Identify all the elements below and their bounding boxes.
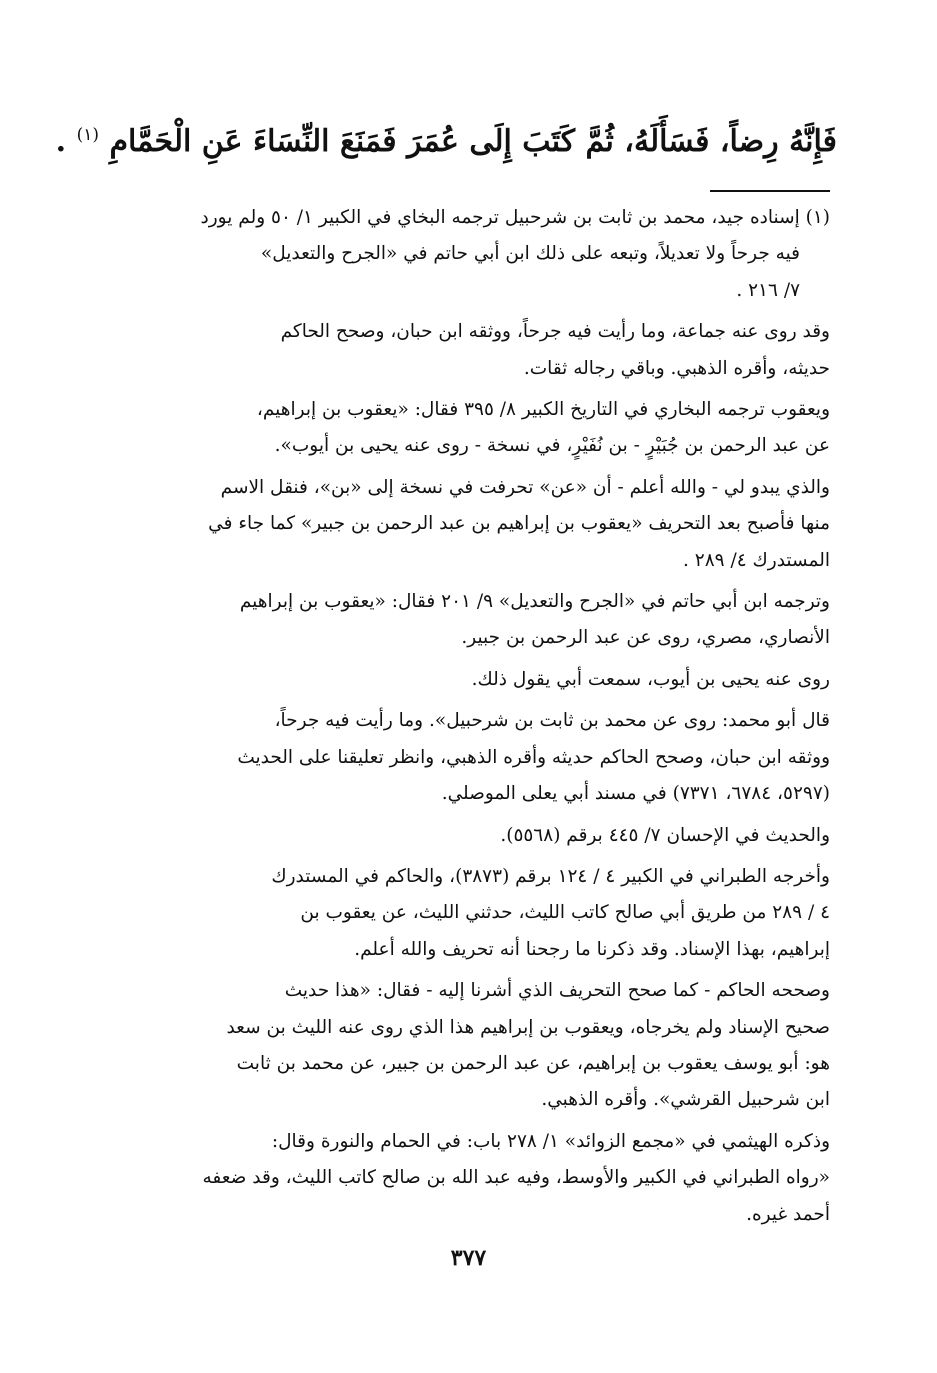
footnote-line: هو: أبو يوسف يعقوب بن إبراهيم، عن عبد الرحمن بن جبير، عن محمد بن ثابت [236,1052,830,1074]
footnote-paragraph [104,703,830,812]
footnote-line: روى عنه يحيى بن أيوب، سمعت أبي يقول ذلك. [471,668,830,690]
footnote-line: وصححه الحاكم - كما صحح التحريف الذي أشرنا إليه - فقال: «هذا حديث [284,980,830,1002]
footnote-line: وترجمه ابن أبي حاتم في «الجرح والتعديل» ٩/ ٢٠١ فقال: «يعقوب بن إبراهيم [239,591,830,613]
footnote-line: (٥٢٩٧، ٦٧٨٤، ٧٣٧١) في مسند أبي يعلى الموصلي. [441,783,830,805]
footnote-line: والذي يبدو لي - والله أعلم - أن «عن» تحرفت في نسخة إلى «بن»، فنقل الاسم [220,476,830,498]
footnote-line: حديثه، وأقره الذهبي. وباقي رجاله ثقات. [523,357,830,379]
footnote-paragraph [104,470,830,579]
footnote-line: «رواه الطبراني في الكبير والأوسط، وفيه عبد الله بن صالح كاتب الليث، وقد ضعفه [202,1167,830,1189]
footnote-line: أحمد غيره. [746,1203,830,1225]
page-number: ٣٧٧ [450,1245,487,1271]
footnote-paragraph [104,859,830,968]
footnote-line: منها فأصبح بعد التحريف «يعقوب بن إبراهيم بن عبد الرحمن بن جبير» كما جاء في [208,513,830,535]
footnote-line: ٧/ ٢١٦ . [736,279,800,301]
footnote-paragraph [104,584,830,657]
footnote-paragraph [104,392,830,465]
footnote-line: فيه جرحاً ولا تعديلاً، وتبعه على ذلك ابن أبي حاتم في «الجرح والتعديل» [260,243,800,265]
footnote-paragraph [104,1124,830,1233]
footnote-paragraph [104,973,830,1119]
footnote-line: ووثقه ابن حبان، وصحح الحاكم حديثه وأقره الذهبي، وانظر تعليقنا على الحديث [237,746,830,768]
footnote-line: قال أبو محمد: روى عن محمد بن ثابت بن شرحبيل». وما رأيت فيه جرحاً، [274,710,830,732]
footnote-line: ٤ / ٢٨٩ من طريق أبي صالح كاتب الليث، حدثني الليث، عن يعقوب بن [300,902,830,924]
footnote-line: (١) إسناده جيد، محمد بن ثابت بن شرحبيل ترجمه البخاي في الكبير ١/ ٥٠ ولم يورد [200,207,830,228]
footnote-paragraph [104,818,830,854]
footnote-line: عن عبد الرحمن بن جُبَيْرٍ - بن نُفَيْرٍ، في نسخة - روى عنه يحيى بن أيوب». [274,435,830,457]
footnote-marker: (١) [76,125,99,145]
footnote-line: ويعقوب ترجمه البخاري في التاريخ الكبير ٨/ ٣٩٥ فقال: «يعقوب بن إبراهيم، [256,399,830,421]
footnote-line: ابن شرحبيل القرشي». وأقره الذهبي. [541,1089,830,1111]
footnote-line: إبراهيم، بهذا الإسناد. وقد ذكرنا ما رجحنا أنه تحريف والله أعلم. [354,938,830,960]
footnote-paragraph [104,200,830,309]
footnote-line: وذكره الهيثمي في «مجمع الزوائد» ١/ ٢٧٨ باب: في الحمام والنورة وقال: [271,1130,830,1152]
footnote-paragraph [104,314,830,387]
footnote-line: وأخرجه الطبراني في الكبير ٤ / ١٢٤ برقم (٣٨٧٣)، والحاكم في المستدرك [271,865,830,887]
main-text-body: فَإِنَّهُ رِضاً، فَسَأَلَهُ، ثُمَّ كَتَبَ إِلَى عُمَرَ فَمَنَعَ النِّسَاءَ عَنِ الْحَمَّامِ [109,124,837,159]
footnote-paragraph [104,662,830,698]
footnote-line: والحديث في الإحسان ٧/ ٤٤٥ برقم (٥٥٦٨). [500,824,830,846]
main-text [55,108,837,169]
footnote-line: المستدرك ٤/ ٢٨٩ . [683,549,830,571]
footnote-line: صحيح الإسناد ولم يخرجاه، ويعقوب بن إبراهيم هذا الذي روى عنه الليث بن سعد [226,1016,830,1038]
main-text-end: . [55,124,67,159]
footnote-line: وقد روى عنه جماعة، وما رأيت فيه جرحاً، ووثقه ابن حبان، وصحح الحاكم [280,321,830,343]
footnote-separator [710,190,830,192]
footnotes [104,200,830,1238]
footnote-line: الأنصاري، مصري، روى عن عبد الرحمن بن جبير. [461,627,830,649]
